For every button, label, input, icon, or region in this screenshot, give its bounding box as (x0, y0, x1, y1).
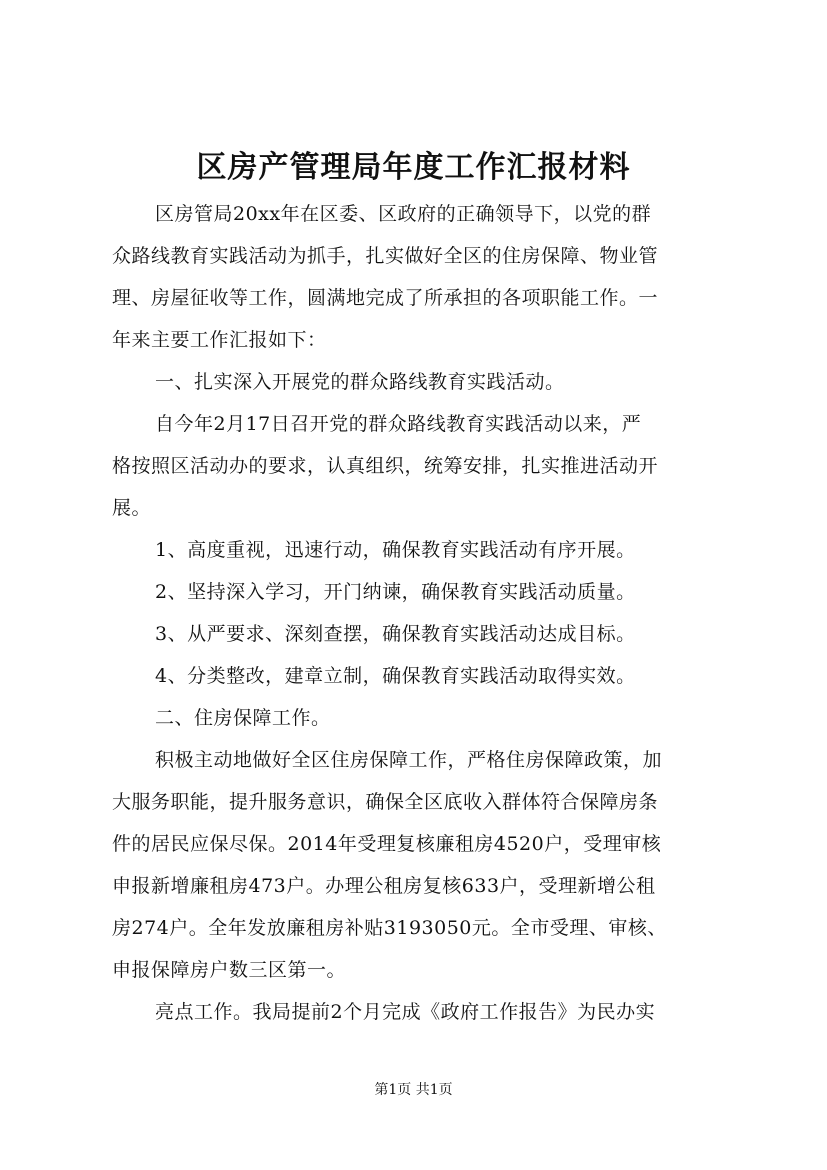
paragraph-line: 房274户。全年发放廉租房补贴3193050元。全市受理、审核、 (112, 917, 667, 939)
paragraph-line: 区房管局20xx年在区委、区政府的正确领导下，以党的群 (155, 203, 652, 225)
paragraph-line: 大服务职能，提升服务意识，确保全区底收入群体符合保障房条 (112, 791, 659, 813)
paragraph-line: 展。 (112, 497, 152, 519)
paragraph-line: 件的居民应保尽保。2014年受理复核廉租房4520户，受理审核 (112, 833, 662, 855)
document-title: 区房产管理局年度工作汇报材料 (196, 150, 631, 185)
section-heading: 二、住房保障工作。 (155, 707, 331, 729)
paragraph-line: 理、房屋征收等工作，圆满地完成了所承担的各项职能工作。一 (112, 287, 659, 309)
list-item: 2、坚持深入学习，开门纳谏，确保教育实践活动质量。 (155, 581, 636, 603)
section-heading: 一、扎实深入开展党的群众路线教育实践活动。 (155, 371, 565, 393)
list-item: 3、从严要求、深刻查摆，确保教育实践活动达成目标。 (155, 623, 636, 645)
list-item: 4、分类整改，建章立制，确保教育实践活动取得实效。 (155, 665, 636, 687)
paragraph-line: 积极主动地做好全区住房保障工作，严格住房保障政策，加 (155, 749, 663, 771)
paragraph-line: 众路线教育实践活动为抓手，扎实做好全区的住房保障、物业管 (112, 245, 659, 267)
paragraph-line: 申报新增廉租房473户。办理公租房复核633户，受理新增公租 (112, 875, 656, 897)
paragraph-line: 自今年2月17日召开党的群众路线教育实践活动以来，严 (155, 413, 642, 435)
paragraph-line: 亮点工作。我局提前2个月完成《政府工作报告》为民办实 (155, 1001, 656, 1023)
paragraph-line: 申报保障房户数三区第一。 (112, 959, 347, 981)
page-number-footer: 第1页 共1页 (374, 1082, 453, 1098)
paragraph-line: 年来主要工作汇报如下： (112, 329, 327, 351)
list-item: 1、高度重视，迅速行动，确保教育实践活动有序开展。 (155, 539, 636, 561)
paragraph-line: 格按照区活动办的要求，认真组织，统筹安排，扎实推进活动开 (112, 455, 659, 477)
